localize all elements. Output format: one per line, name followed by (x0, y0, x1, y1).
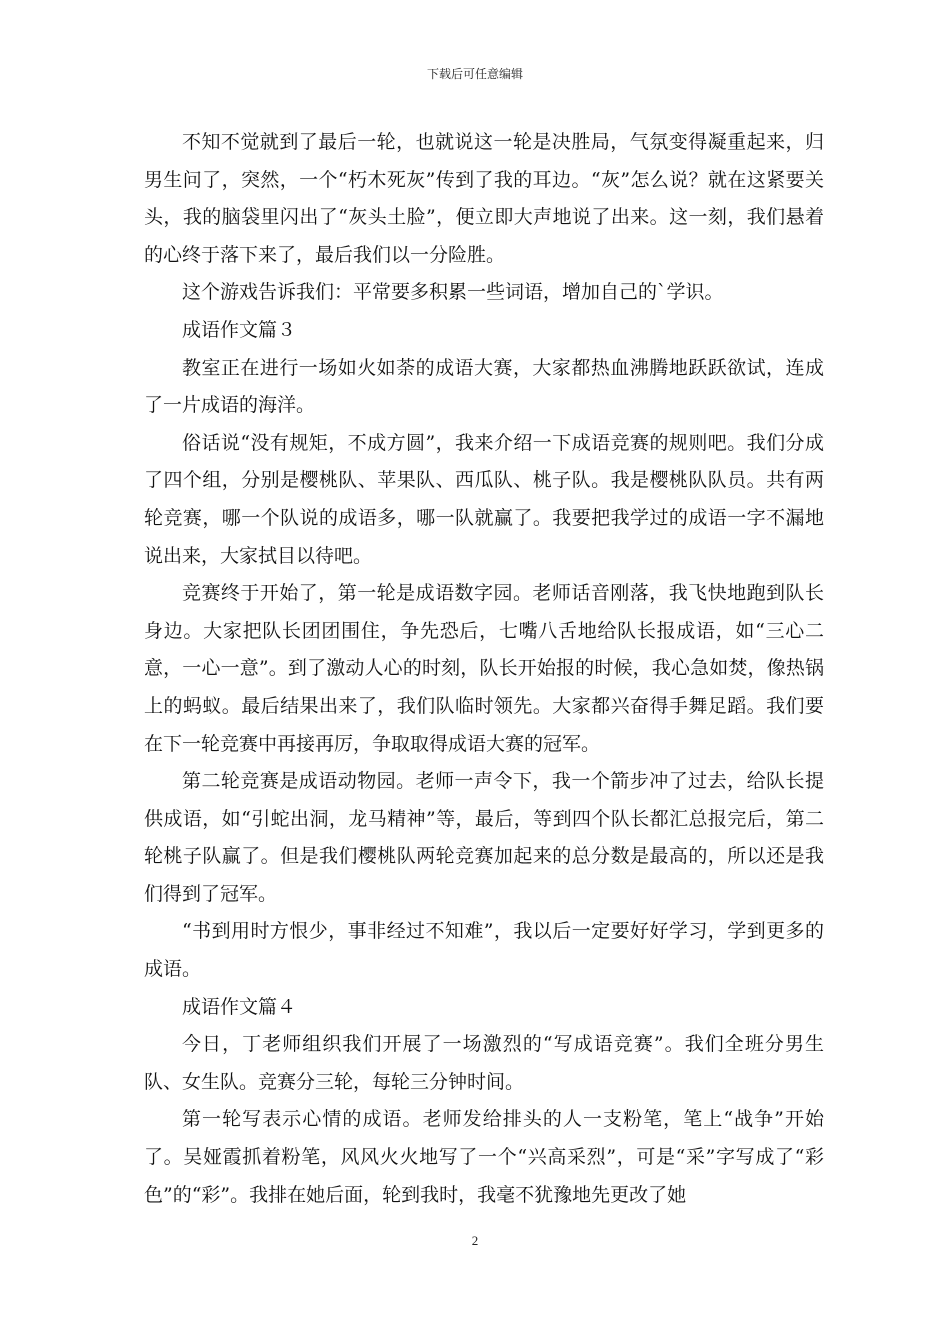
paragraph: 不知不觉就到了最后一轮，也就说这一轮是决胜局，气氛变得凝重起来，归男生问了，突然，一个“朽木死灰”传到了我的耳边。“灰”怎么说？就在这紧要关头，我的脑袋里闪出了“灰头土脸”，便立即大声地说了出来。这一刻，我们悬着的心终于落下来了，最后我们以一分险胜。 (144, 131, 824, 266)
paragraph: 今日，丁老师组织我们开展了一场激烈的“写成语竞赛”。我们全班分男生队、女生队。竞赛分三轮，每轮三分钟时间。 (144, 1033, 824, 1093)
paragraph: 这个游戏告诉我们：平常要多积累一些词语，增加自己的`学识。 (182, 281, 724, 304)
page-number: 2 (471, 1233, 479, 1248)
paragraph: “书到用时方恨少，事非经过不知难”，我以后一定要好好学习，学到更多的成语。 (144, 920, 824, 981)
paragraph: 第二轮竞赛是成语动物园。老师一声令下，我一个箭步冲了过去，给队长提供成语，如“引蛇出洞，龙马精神”等，最后，等到四个队长都汇总报完后，第二轮桃子队赢了。但是我们樱桃队两轮竞赛加起来的总分数是最高的，所以还是我们得到了冠军。 (144, 770, 824, 905)
paragraph: 俗话说“没有规矩，不成方圆”，我来介绍一下成语竞赛的规则吧。我们分成了四个组，分别是樱桃队、苹果队、西瓜队、桃子队。我是樱桃队队员。共有两轮竞赛，哪一个队说的成语多，哪一队就赢了。我要把我学过的成语一字不漏地说出来，大家拭目以待吧。 (144, 431, 824, 567)
section-heading: 成语作文篇３ (182, 318, 297, 341)
paragraph: 第一轮写表示心情的成语。老师发给排头的人一支粉笔，笔上“战争”开始了。吴娅霞抓着粉笔，风风火火地写了一个“兴高采烈”，可是“采”字写成了“彩色”的“彩”。我排在她后面，轮到我时，我毫不犹豫地先更改了她 (144, 1108, 824, 1206)
header-note: 下载后可任意编辑 (426, 67, 523, 81)
document-body (144, 124, 824, 1214)
section-heading: 成语作文篇４ (182, 995, 297, 1018)
paragraph: 竞赛终于开始了，第一轮是成语数字园。老师话音刚落，我飞快地跑到队长身边。大家把队长团团围住，争先恐后，七嘴八舌地给队长报成语，如“三心二意，一心一意”。到了激动人心的时刻，队长开始报的时候，我心急如焚，像热锅上的蚂蚁。最后结果出来了，我们队临时领先。大家都兴奋得手舞足蹈。我们要在下一轮竞赛中再接再厉，争取取得成语大赛的冠军。 (144, 582, 824, 755)
paragraph: 教室正在进行一场如火如荼的成语大赛，大家都热血沸腾地跃跃欲试，连成了一片成语的海洋。 (144, 356, 824, 417)
